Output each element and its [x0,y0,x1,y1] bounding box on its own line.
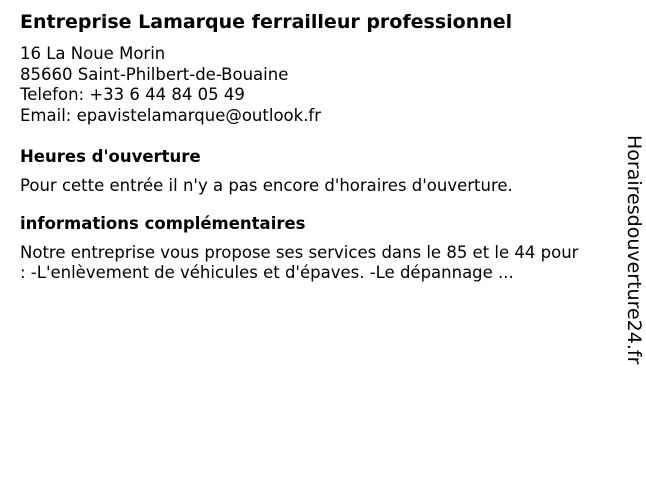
phone-line[interactable]: Telefon: +33 6 44 84 05 49 [20,85,245,104]
opening-hours-heading: Heures d'ouverture [20,147,201,166]
business-card [20,10,590,284]
additional-info-heading: informations complémentaires [20,213,306,233]
opening-hours-text: Pour cette entrée il n'y a pas encore d'horaires d'ouverture. [20,176,513,195]
business-name: Entreprise Lamarque ferrailleur professionnel [20,11,513,33]
additional-info-text: Notre entreprise vous propose ses services dans le 85 et le 44 pour : -L'enlèvement de véhicules et d'épaves. -Le dépannage ... [20,242,579,282]
email-line[interactable]: Email: epavistelamarque@outlook.fr [20,105,322,125]
address-street: 16 La Noue Morin [20,44,166,63]
site-watermark: Horairesdouverture24.fr [623,135,645,365]
address-city: 85660 Saint-Philbert-de-Bouaine [20,64,289,84]
